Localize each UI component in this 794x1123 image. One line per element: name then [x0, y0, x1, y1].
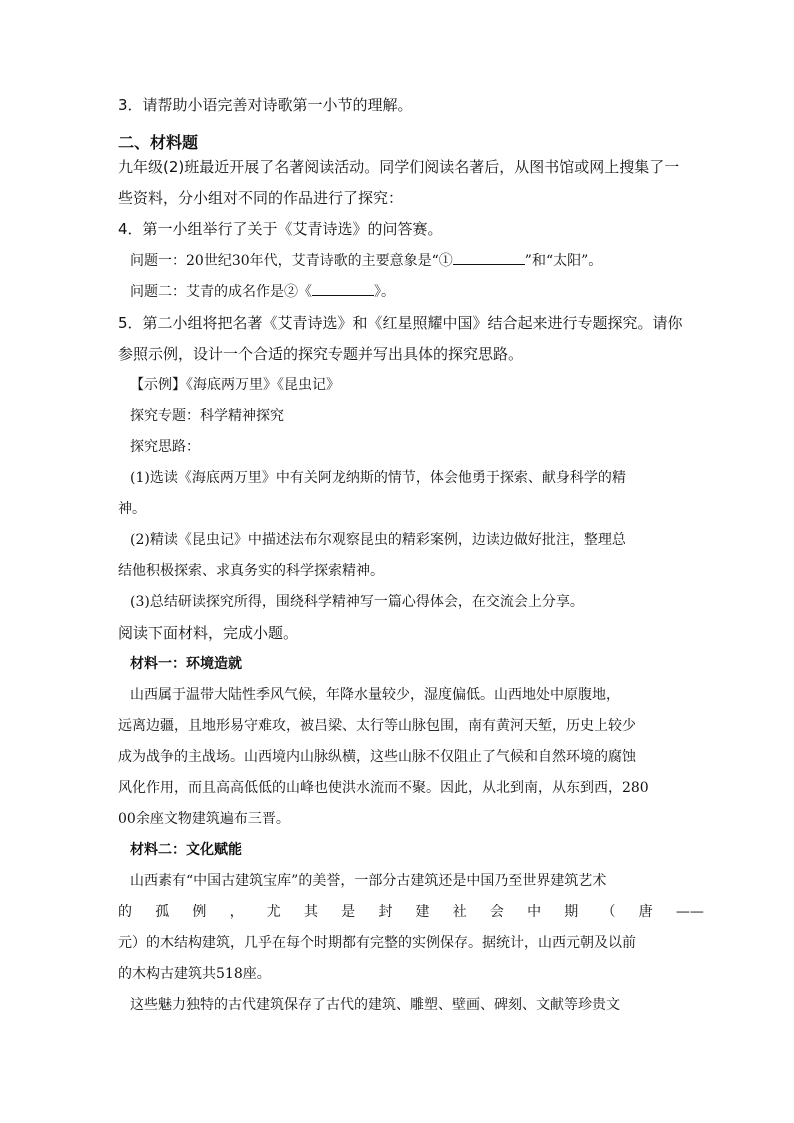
- justified-char: 会: [489, 904, 504, 920]
- material-2-line-5: 这些魅力独特的古代建筑保存了古代的建筑、雕塑、壁画、碑刻、文献等珍贵文: [130, 997, 620, 1013]
- example-item-3: (3)总结研读探究所得，围绕科学精神写一篇心得体会，在交流会上分享。: [130, 594, 584, 610]
- reading-instruction: 阅读下面材料，完成小题。: [118, 624, 299, 642]
- material-1-line-4: 风化作用，而且高高低低的山峰也使洪水流而不聚。因此，从北到南，从东到西，280: [118, 780, 649, 796]
- problem-1-text-after: ”和“太阳”。: [524, 253, 603, 269]
- justified-char: ——: [675, 904, 704, 920]
- justified-char: 其: [303, 904, 318, 920]
- example-item-2-line-1: (2)精读《昆虫记》中描述法布尔观察昆虫的精彩案例，边读边做好批注，整理总: [130, 532, 626, 548]
- intro-line-1: 九年级(2)班最近开展了名著阅读活动。同学们阅读名著后，从图书馆或网上搜集了一: [118, 158, 680, 176]
- material-2-title: 材料二：文化赋能: [130, 842, 242, 858]
- example-item-1-line-1: (1)选读《海底两万里》中有关阿龙纳斯的情节，体会他勇于探索、献身科学的精: [130, 470, 626, 486]
- problem-2-text-before: 问题二：艾青的成名作是②《: [130, 284, 312, 300]
- material-2-line-1: 山西素有“中国古建筑宝库”的美誉，一部分古建筑还是中国乃至世界建筑艺术: [130, 873, 607, 889]
- justified-char: 社: [452, 904, 467, 920]
- justified-char: 是: [341, 904, 356, 920]
- material-2-line-4: 的木构古建筑共518座。: [118, 966, 271, 982]
- example-thinking-label: 探究思路：: [130, 439, 200, 455]
- justified-char: 唐: [638, 904, 653, 920]
- justified-char: 建: [415, 904, 430, 920]
- justified-char: （: [601, 904, 616, 920]
- material-1-line-2: 远离边疆，且地形易守难攻，被吕梁、太行等山脉包围，南有黄河天堑，历史上较少: [118, 718, 636, 734]
- justified-char: 的: [118, 904, 132, 920]
- question-4-problem-2: [130, 281, 395, 302]
- problem-2-text-after: 》。: [374, 284, 395, 300]
- answer-blank-2[interactable]: [312, 281, 374, 296]
- justified-char: 例: [192, 904, 207, 920]
- justified-char: 尤: [266, 904, 281, 920]
- example-title: 【示例】《海底两万里》《昆虫记》: [130, 377, 340, 393]
- material-1-line-1: 山西属于温带大陆性季风气候，年降水量较少，湿度偏低。山西地处中原腹地，: [130, 687, 620, 703]
- material-1-title: 材料一：环境造就: [130, 656, 242, 672]
- justified-char: 封: [378, 904, 393, 920]
- question-3: 3．请帮助小语完善对诗歌第一小节的理解。: [118, 96, 413, 114]
- section-title-materials: 二、材料题: [118, 133, 199, 152]
- material-1-line-5: 00余座文物建筑遍布三晋。: [118, 811, 290, 827]
- example-item-1-line-2: 神。: [118, 501, 146, 517]
- justified-char: 中: [527, 904, 542, 920]
- question-4-problem-1: [130, 250, 602, 271]
- material-2-line-2: [118, 902, 704, 922]
- answer-blank-1[interactable]: [453, 250, 525, 265]
- intro-line-2: 些资料，分小组对不同的作品进行了探究：: [118, 189, 404, 207]
- problem-1-text-before: 问题一：20世纪30年代，艾青诗歌的主要意象是“①: [130, 253, 453, 269]
- material-1-line-3: 成为战争的主战场。山西境内山脉纵横，这些山脉不仅阻止了气候和自然环境的腐蚀: [118, 749, 636, 765]
- question-5-line-1: 5．第二小组将把名著《艾青诗选》和《红星照耀中国》结合起来进行专题探究。请你: [118, 314, 683, 332]
- example-topic: 探究专题：科学精神探究: [130, 408, 284, 424]
- question-5-line-2: 参照示例，设计一个合适的探究专题并写出具体的探究思路。: [118, 345, 524, 363]
- example-item-2-line-2: 结他积极探索、求真务实的科学探索精神。: [118, 563, 384, 579]
- material-2-line-3: 元）的木结构建筑，几乎在每个时期都有完整的实例保存。据统计，山西元朝及以前: [118, 935, 636, 951]
- question-4: 4．第一小组举行了关于《艾青诗选》的问答赛。: [118, 220, 443, 238]
- justified-char: 期: [564, 904, 579, 920]
- justified-char: 孤: [155, 904, 170, 920]
- justified-char: ，: [229, 904, 244, 920]
